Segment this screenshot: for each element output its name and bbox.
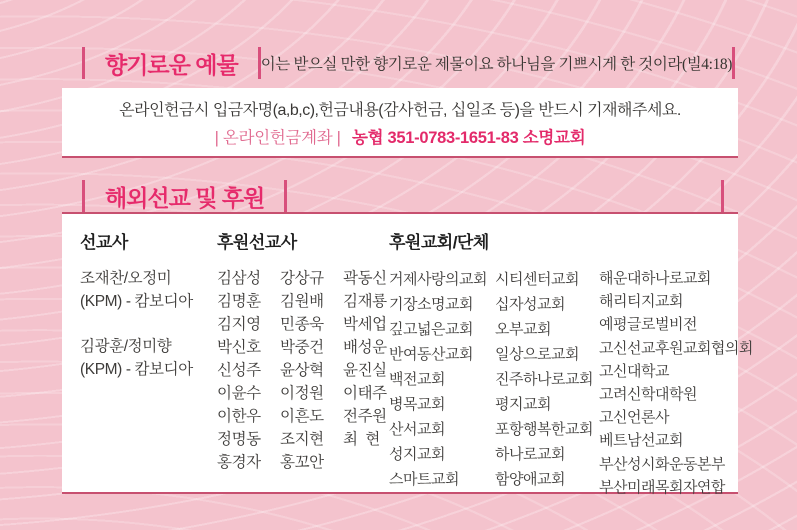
church-name: 병목교회	[389, 396, 445, 413]
supported-missionary-name: 김삼성	[217, 270, 261, 287]
church-name: 깊고넓은교회	[389, 321, 473, 338]
church-name: 예평글로벌비전	[599, 316, 697, 334]
missionary-org: (KPM) - 캄보디아	[80, 361, 193, 378]
supported-missionary-name: 박중건	[280, 339, 324, 356]
supported-missionary-name: 이태주	[343, 385, 387, 402]
church-name: 스마트교회	[389, 471, 459, 488]
supported-missionary-name: 윤상혁	[280, 362, 324, 379]
supported-missionary-name: 김재룡	[343, 293, 387, 310]
missionaries-column	[80, 228, 215, 381]
church-name: 평지교회	[495, 396, 551, 413]
missionary-name: 김광훈/정미향	[80, 338, 172, 355]
supported-missionary-name: 정명동	[217, 431, 261, 448]
church-name: 포항행복한교회	[495, 421, 593, 438]
accent-bar	[732, 47, 735, 79]
missionaries-header: 선교사	[80, 233, 128, 252]
offering-instruction-text: 온라인헌금시 입금자명(a,b,c),헌금내용(감사헌금, 십일조 등)을 반드시 기재해주세요.	[119, 101, 681, 119]
missionary-name: 조재찬/오정미	[80, 270, 172, 287]
supported-missionary-name: 박세업	[343, 316, 387, 333]
church-list-3	[599, 267, 753, 499]
church-name: 고신대학교	[599, 362, 669, 380]
offering-account-line	[215, 124, 586, 148]
supporting-churches-header: 후원교회/단체	[389, 233, 489, 252]
supported-missionaries-list	[217, 267, 406, 474]
scripture-quote: 이는 받으실 만한 향기로운 제물이요 하나님을 기쁘시게 한 것이라(빌4:18)	[260, 56, 733, 73]
church-name: 고려신학대학원	[599, 386, 697, 404]
supporting-churches-column	[389, 228, 753, 499]
supporting-churches-lists	[389, 267, 753, 499]
church-list-1	[389, 267, 495, 499]
supported-missionary-name: 김명훈	[217, 293, 261, 310]
supported-missionary-name: 강상규	[280, 270, 324, 287]
section-title-missions: 해외선교 및 후원	[105, 184, 265, 211]
church-name: 해운대하나로교회	[599, 270, 711, 287]
supported-missionary-name: 김지영	[217, 316, 261, 333]
accent-bar	[721, 180, 724, 212]
supported-missionary-name: 박신호	[217, 339, 261, 356]
supported-missionary-name: 김원배	[280, 293, 324, 310]
section-header-offering	[82, 44, 733, 82]
section-title-offering: 향기로운 예물	[105, 51, 238, 78]
missionary-entry	[80, 267, 215, 313]
supported-missionary-name: 이윤수	[217, 385, 261, 402]
church-name: 일상으로교회	[495, 346, 579, 363]
church-list-2	[495, 267, 599, 499]
church-name: 백전교회	[389, 371, 445, 388]
supported-missionary-name: 홍꼬안	[280, 454, 324, 471]
accent-bar	[82, 47, 85, 79]
online-offering-notice-box	[62, 88, 738, 158]
church-name: 오부교회	[495, 321, 551, 338]
church-name: 십자성교회	[495, 296, 565, 313]
church-name: 부산성시화운동본부	[599, 455, 725, 473]
accent-bar	[284, 180, 287, 212]
section-header-missions	[82, 178, 724, 214]
supported-missionary-name: 곽동신	[343, 270, 387, 287]
missionary-entry	[80, 335, 215, 381]
account-number: 농협 351-0783-1651-83 소명교회	[351, 128, 586, 147]
church-name: 하나로교회	[495, 446, 565, 463]
missions-support-box	[62, 212, 753, 496]
supported-missionary-name: 이한우	[217, 408, 261, 425]
supported-missionary-name: 민종욱	[280, 316, 324, 333]
supported-missionary-name: 신성주	[217, 362, 261, 379]
supported-missionary-name: 홍경자	[217, 454, 261, 471]
church-name: 고신언론사	[599, 409, 669, 427]
supported-missionary-name: 이흔도	[280, 408, 324, 425]
supported-missionaries-header: 후원선교사	[217, 233, 297, 252]
supported-missionary-name: 이정원	[280, 385, 324, 402]
supported-missionaries-column	[217, 228, 406, 474]
supported-missionary-name: 배성운	[343, 339, 387, 356]
church-name: 산서교회	[389, 421, 445, 438]
church-name: 반여동산교회	[389, 346, 473, 363]
supported-missionary-name: 조지현	[280, 431, 324, 448]
church-name: 진주하나로교회	[495, 371, 593, 388]
account-label: | 온라인헌금계좌 |	[214, 128, 341, 147]
supported-missionary-name: 윤진실	[343, 362, 387, 379]
church-name: 기장소명교회	[389, 296, 473, 313]
accent-bar	[82, 180, 85, 212]
supported-missionary-name: 전주원	[343, 408, 387, 425]
church-name: 시티센터교회	[495, 271, 579, 288]
supported-missionary-name: 최 현	[343, 431, 380, 448]
church-name: 해리티지교회	[599, 293, 683, 311]
church-name: 성지교회	[389, 446, 445, 463]
church-name: 거제사랑의교회	[389, 271, 487, 288]
church-name: 함양애교회	[495, 471, 565, 488]
church-name: 부산미래목회자연합	[599, 478, 725, 496]
church-name: 베트남선교회	[599, 432, 683, 450]
missionary-org: (KPM) - 캄보디아	[80, 293, 193, 310]
church-name: 고신선교후원교회협의회	[599, 339, 753, 357]
